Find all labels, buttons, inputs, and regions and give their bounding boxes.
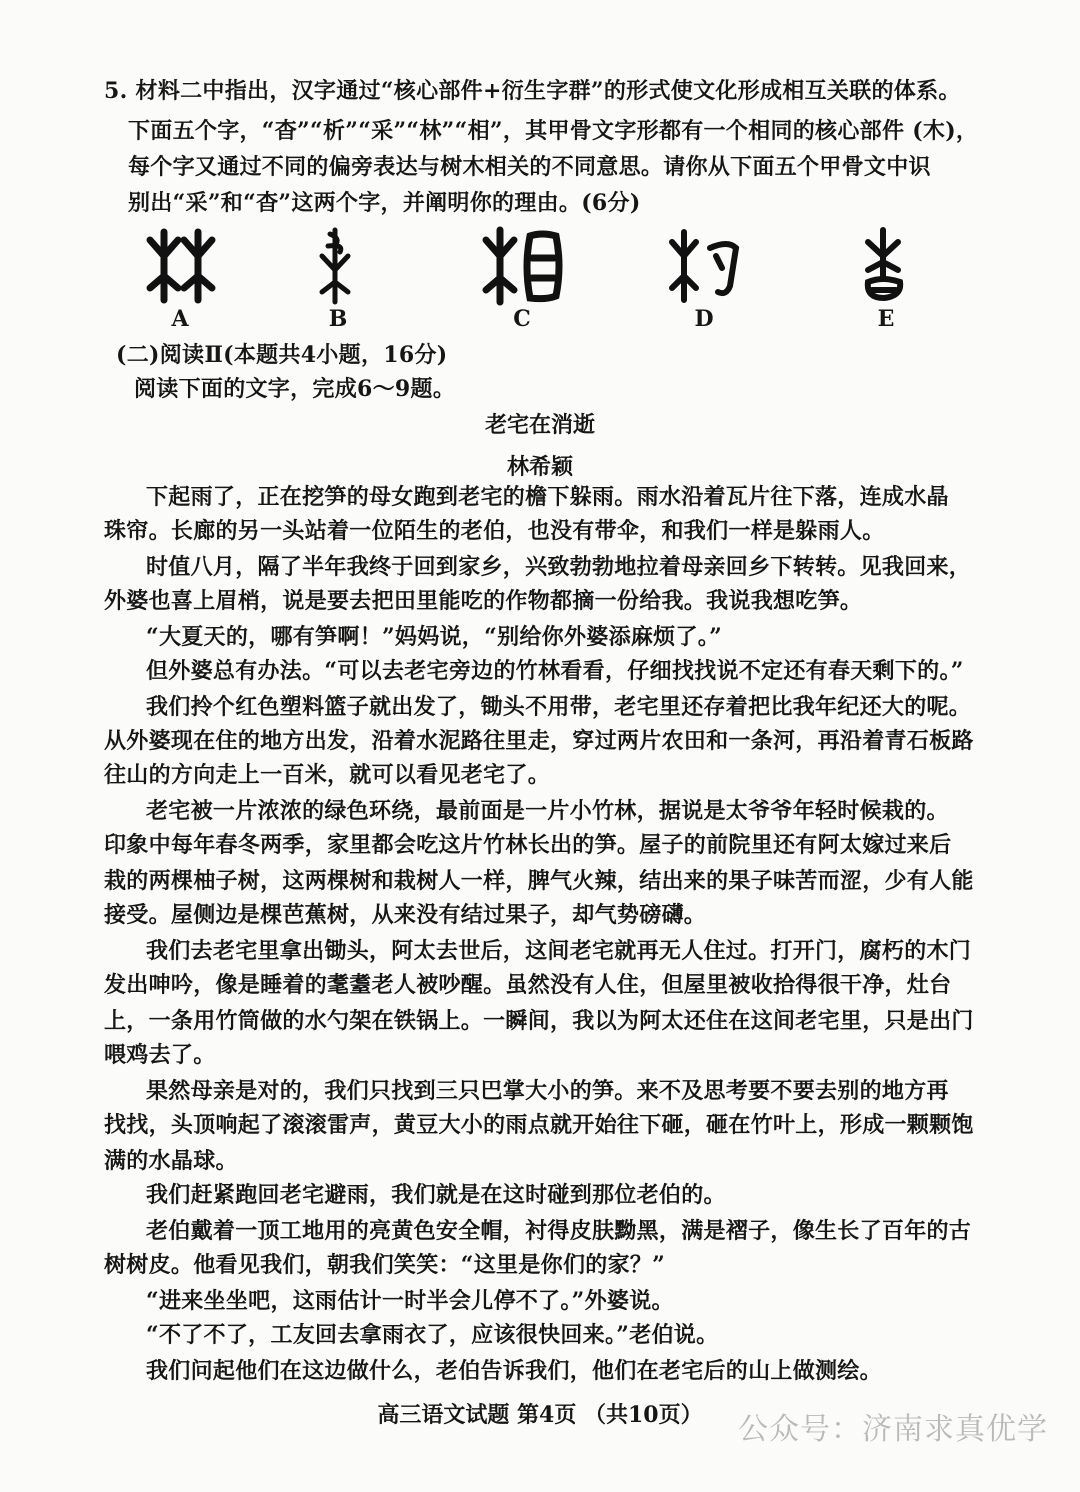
oracle-glyph-c (478, 226, 568, 306)
article-line: 印象中每年春冬两季，家里都会吃这片竹林长出的笋。屋子的前院里还有阿太嫁过来后 (104, 832, 952, 858)
article-line: 我们拎个红色塑料篮子就出发了，锄头不用带，老宅里还存着把比我年纪还大的呢。 (146, 694, 972, 720)
oracle-glyph-c-icon (478, 226, 568, 306)
page-number: 高三语文试题 第4页 （共10页） (377, 1402, 703, 1428)
oracle-glyph-a-icon (136, 226, 226, 306)
article-line: “进来坐坐吧，这雨估计一时半会儿停不了。”外婆说。 (146, 1288, 674, 1314)
article-line: 下起雨了，正在挖笋的母女跑到老宅的檐下躲雨。雨水沿着瓦片往下落，连成水晶 (146, 484, 949, 510)
oracle-glyph-e-icon (838, 226, 928, 306)
article-line: 栽的两棵柚子树，这两棵树和栽树人一样，脾气火辣，结出来的果子味苦而涩，少有人能 (104, 868, 974, 894)
q5-line-2: 下面五个字，“杳”“析”“采”“林”“相”，其甲骨文字形都有一个相同的核心部件 (木)， (128, 118, 979, 144)
article-author: 林希颖 (506, 454, 573, 480)
article-line: 我们问起他们在这边做什么，老伯告诉我们，他们在老宅后的山上做测绘。 (146, 1358, 882, 1384)
article-line: 但外婆总有办法。“可以去老宅旁边的竹林看看，仔细找找说不定还有春天剩下的。” (146, 658, 964, 684)
option-label-b: B (328, 306, 348, 332)
article-line: “不了不了，工友回去拿雨衣了，应该很快回来。”老伯说。 (146, 1322, 719, 1348)
article-title: 老宅在消逝 (484, 412, 595, 438)
article-line: 满的水晶球。 (104, 1148, 238, 1174)
oracle-glyph-d-icon (660, 226, 750, 306)
section-heading: (二)阅读Ⅱ(本题共4小题，16分) (116, 342, 448, 368)
article-line: 外婆也喜上眉梢，说是要去把田里能吃的作物都摘一份给我。我说我想吃笋。 (104, 588, 863, 614)
oracle-glyph-a (136, 226, 226, 306)
article-line: 我们去老宅里拿出锄头，阿太去世后，这间老宅就再无人住过。打开门，腐朽的木门 (146, 938, 972, 964)
article-line: 树树皮。他看见我们，朝我们笑笑：“这里是你们的家？” (104, 1252, 666, 1278)
watermark-text: 公众号：济南求真优学 (738, 1412, 1048, 1447)
oracle-glyph-e (838, 226, 928, 306)
article-line: 发出呻吟，像是睡着的耄耋老人被吵醒。虽然没有人住，但屋里被收拾得很干净，灶台 (104, 972, 952, 998)
article-line: 往山的方向走上一百米，就可以看见老宅了。 (104, 762, 551, 788)
option-label-c: C (513, 306, 531, 332)
oracle-glyph-b-icon (290, 226, 380, 306)
q5-line-3: 每个字又通过不同的偏旁表达与树木相关的不同意思。请你从下面五个甲骨文中识 (128, 154, 931, 180)
oracle-glyph-b (290, 226, 380, 306)
article-line: 时值八月，隔了半年我终于回到家乡，兴致勃勃地拉着母亲回乡下转转。见我回来， (146, 554, 972, 580)
article-line: “大夏天的，哪有笋啊！”妈妈说，“别给你外婆添麻烦了。” (146, 624, 723, 650)
oracle-glyph-d (660, 226, 750, 306)
q5-line-1: 5. 材料二中指出，汉字通过“核心部件+衍生字群”的形式使文化形成相互关联的体系。 (104, 78, 961, 104)
article-line: 老伯戴着一顶工地用的亮黄色安全帽，衬得皮肤黝黑，满是褶子，像生长了百年的古 (146, 1218, 972, 1244)
article-line: 找找，头顶响起了滚滚雷声，黄豆大小的雨点就开始往下砸，砸在竹叶上，形成一颗颗饱 (104, 1112, 974, 1138)
article-line: 喂鸡去了。 (104, 1042, 216, 1068)
article-line: 果然母亲是对的，我们只找到三只巴掌大小的笋。来不及思考要不要去别的地方再 (146, 1078, 949, 1104)
option-label-e: E (877, 306, 895, 332)
article-line: 老宅被一片浓浓的绿色环绕，最前面是一片小竹林，据说是太爷爷年轻时候栽的。 (146, 798, 949, 824)
article-line: 珠帘。长廊的另一头站着一位陌生的老伯，也没有带伞，和我们一样是躲雨人。 (104, 518, 885, 544)
article-line: 我们赶紧跑回老宅避雨，我们就是在这时碰到那位老伯的。 (146, 1182, 726, 1208)
article-line: 从外婆现在住的地方出发，沿着水泥路往里走，穿过两片农田和一条河，再沿着青石板路 (104, 728, 974, 754)
q5-line-4: 别出“采”和“杳”这两个字，并阐明你的理由。(6分) (128, 190, 641, 216)
article-line: 接受。屋侧边是棵芭蕉树，从来没有结过果子，却气势磅礴。 (104, 902, 707, 928)
article-line: 上，一条用竹筒做的水勺架在铁锅上。一瞬间，我以为阿太还住在这间老宅里，只是出门 (104, 1008, 974, 1034)
option-label-d: D (694, 306, 714, 332)
section-instruction: 阅读下面的文字，完成6～9题。 (134, 376, 456, 402)
option-label-a: A (171, 306, 189, 332)
